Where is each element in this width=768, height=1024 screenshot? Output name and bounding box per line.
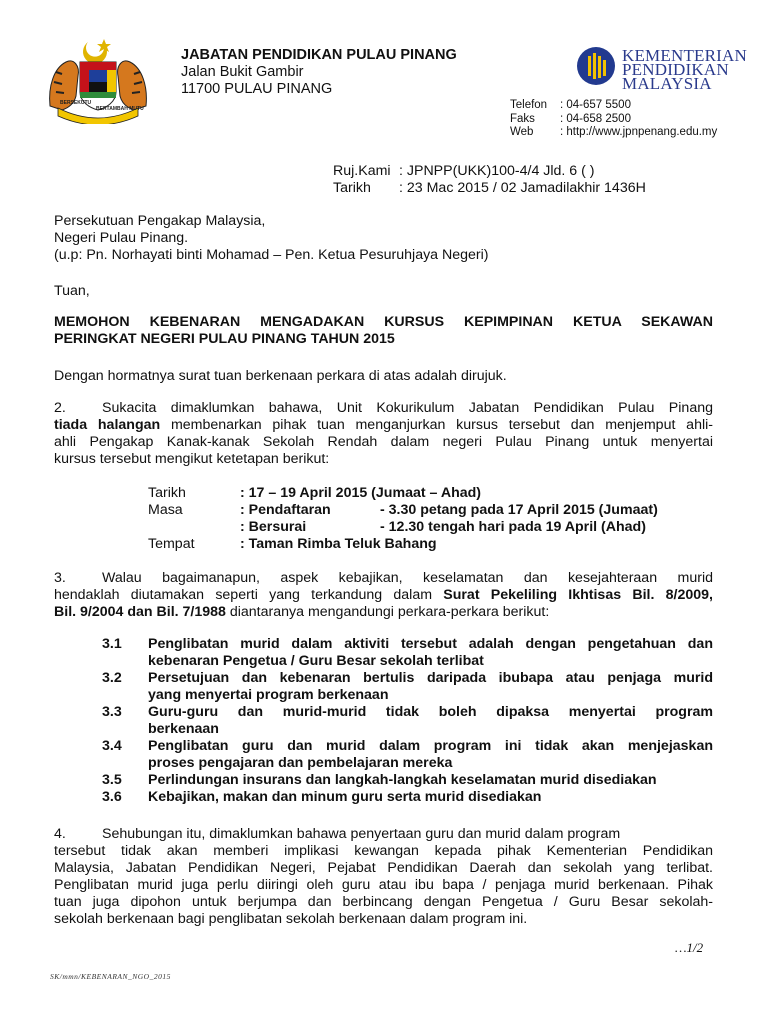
- item-text-1: Guru-guru dan murid-murid tidak boleh dipaksa menyertai program: [148, 704, 713, 720]
- para-3-num: 3.: [54, 570, 66, 586]
- detail-masa-label: Masa: [148, 502, 183, 518]
- para-2-line-2: [54, 417, 713, 434]
- coat-motto-2: BERTAMBAH MUTU: [96, 106, 144, 112]
- subject-line-1: MEMOHON KEBENARAN MENGADAKAN KURSUS KEPIMPINAN KETUA SEKAWAN: [54, 314, 713, 330]
- kpm-wordmark: [622, 46, 747, 93]
- kpm-logo-icon: [576, 46, 616, 86]
- detail-masa-2-key: : Bersurai: [240, 519, 307, 535]
- contact-value: : 04-658 2500: [560, 112, 631, 125]
- para-2-bold: tiada halangan: [54, 417, 161, 433]
- para-3-line-3-bold: Bil. 9/2004 dan Bil. 7/1988: [54, 604, 226, 620]
- contact-value: : http://www.jpnpenang.edu.my: [560, 126, 718, 138]
- list-item: [0, 789, 768, 806]
- item-text-2: proses pengajaran dan pembelajaran mereka: [148, 755, 453, 771]
- footer-code: SK/mmn/KEBENARAN_NGO_2015: [50, 972, 171, 981]
- kpm-line-3: MALAYSIA: [622, 74, 712, 93]
- para-3-line-2-bold: Surat Pekeliling Ikhtisas Bil. 8/2009,: [443, 587, 713, 603]
- list-item: [0, 704, 768, 721]
- contact-label: Telefon: [510, 99, 548, 111]
- dept-name: JABATAN PENDIDIKAN PULAU PINANG: [181, 47, 457, 63]
- para-4-line-2: tersebut tidak akan memberi implikasi kewangan kepada pihak Kementerian Pendidikan: [54, 843, 713, 859]
- ref-tarikh-value: : 23 Mac 2015 / 02 Jamadilakhir 1436H: [399, 180, 646, 196]
- list-item: [0, 636, 768, 653]
- para-4-line-1: Sehubungan itu, dimaklumkan bahawa penyertaan guru dan murid dalam program: [102, 826, 621, 842]
- subject-line-2: PERINGKAT NEGERI PULAU PINANG TAHUN 2015: [54, 331, 395, 347]
- item-text-1: Penglibatan murid dalam aktiviti tersebut adalah dengan pengetahuan dan: [148, 636, 713, 652]
- kpm-line-1: KEMENTERIAN: [622, 46, 747, 65]
- recipient-line-2: Negeri Pulau Pinang.: [54, 230, 189, 246]
- list-item: [0, 670, 768, 687]
- para-2-num: 2.: [54, 400, 66, 416]
- para-2-line-4: kursus tersebut mengikut ketetapan berikut:: [54, 451, 330, 467]
- para-4-line-4: Penglibatan murid juga perlu diiringi oleh guru atau ibu bapa / penjaga murid berkenaan. Pihak: [54, 877, 713, 893]
- para-4-line-5: tuan juga dipohon untuk berjumpa dan berbincang dengan Pengetua / Guru Besar sekolah-: [54, 894, 713, 910]
- dept-address-1: Jalan Bukit Gambir: [181, 64, 304, 80]
- list-item: [0, 772, 768, 789]
- item-text-1: Perlindungan insurans dan langkah-langkah keselamatan murid disediakan: [148, 772, 657, 788]
- item-number: 3.5: [102, 772, 122, 788]
- ref-ruj: [333, 163, 595, 180]
- para-2-line-3: ahli Pengakap Kanak-kanak Sekolah Rendah dalam negeri Pulau Pinang untuk menyertai: [54, 434, 713, 450]
- ref-tarikh: [333, 180, 646, 197]
- recipient-line-1: Persekutuan Pengakap Malaysia,: [54, 213, 266, 229]
- para-3-line-3: [54, 604, 549, 621]
- contact-label: Faks: [510, 112, 535, 125]
- coat-motto-1: BERSEKUTU: [60, 100, 92, 106]
- recipient-line-3: (u.p: Pn. Norhayati binti Mohamad – Pen. Ketua Pesuruhjaya Negeri): [54, 247, 489, 263]
- list-item: [0, 738, 768, 755]
- detail-tempat-label: Tempat: [148, 536, 195, 552]
- para-2-line-2-rest: membenarkan pihak tuan menganjurkan kursus tersebut dan menjemput ahli-: [160, 417, 713, 433]
- para-3-line-3-rest: diantaranya mengandungi perkara-perkara berikut:: [225, 604, 550, 620]
- para-4-line-6: sekolah berkenaan bagi penglibatan sekolah berkenaan dalam program ini.: [54, 911, 528, 927]
- salutation: Tuan,: [54, 283, 90, 299]
- detail-tarikh-value: : 17 – 19 April 2015 (Jumaat – Ahad): [240, 485, 482, 501]
- detail-masa-1-key: : Pendaftaran: [240, 502, 331, 518]
- item-text-2: yang menyertai program berkenaan: [148, 687, 389, 703]
- item-text-1: Persetujuan dan kebenaran bertulis daripada ibubapa atau penjaga murid: [148, 670, 713, 686]
- para-3-line-1: Walau bagaimanapun, aspek kebajikan, keselamatan dan kesejahteraan murid: [102, 570, 713, 586]
- item-number: 3.6: [102, 789, 122, 805]
- item-text-2: berkenaan: [148, 721, 219, 737]
- item-number: 3.4: [102, 738, 122, 754]
- dept-address-2: 11700 PULAU PINANG: [181, 81, 333, 97]
- kpm-line-2: PENDIDIKAN: [622, 60, 729, 79]
- para-2-line-1: Sukacita dimaklumkan bahawa, Unit Kokurikulum Jabatan Pendidikan Pulau Pinang: [102, 400, 713, 416]
- contact-value: : 04-657 5500: [560, 99, 631, 111]
- detail-masa-2-value: - 12.30 tengah hari pada 19 April (Ahad): [380, 519, 646, 535]
- item-text-1: Kebajikan, makan dan minum guru serta murid disediakan: [148, 789, 542, 805]
- ref-tarikh-label: Tarikh: [333, 180, 371, 196]
- para-3-line-2: [54, 587, 713, 604]
- para-4-num: 4.: [54, 826, 66, 842]
- detail-tarikh-label: Tarikh: [148, 485, 186, 501]
- contact-block: [510, 99, 717, 140]
- item-number: 3.3: [102, 704, 122, 720]
- detail-masa-1-value: - 3.30 petang pada 17 April 2015 (Jumaat): [380, 502, 658, 518]
- ref-ruj-label: Ruj.Kami: [333, 163, 391, 179]
- contact-label: Web: [510, 126, 534, 138]
- item-number: 3.1: [102, 636, 122, 652]
- detail-tempat-value: : Taman Rimba Teluk Bahang: [240, 536, 437, 552]
- item-text-1: Penglibatan guru dan murid dalam program ini tidak akan menjejaskan: [148, 738, 713, 754]
- para-1: Dengan hormatnya surat tuan berkenaan perkara di atas adalah dirujuk.: [54, 368, 507, 384]
- para-3-line-2-plain: hendaklah diutamakan seperti yang terkandung dalam: [54, 587, 444, 603]
- item-text-2: kebenaran Pengetua / Guru Besar sekolah terlibat: [148, 653, 484, 669]
- para-4-line-3: Malaysia, Jabatan Pendidikan Negeri, Pejabat Pendidikan Daerah dan sekolah yang terlibat.: [54, 860, 713, 876]
- item-number: 3.2: [102, 670, 122, 686]
- ref-ruj-value: : JPNPP(UKK)100-4/4 Jld. 6 ( ): [399, 163, 595, 179]
- page-number: …1/2: [675, 940, 704, 955]
